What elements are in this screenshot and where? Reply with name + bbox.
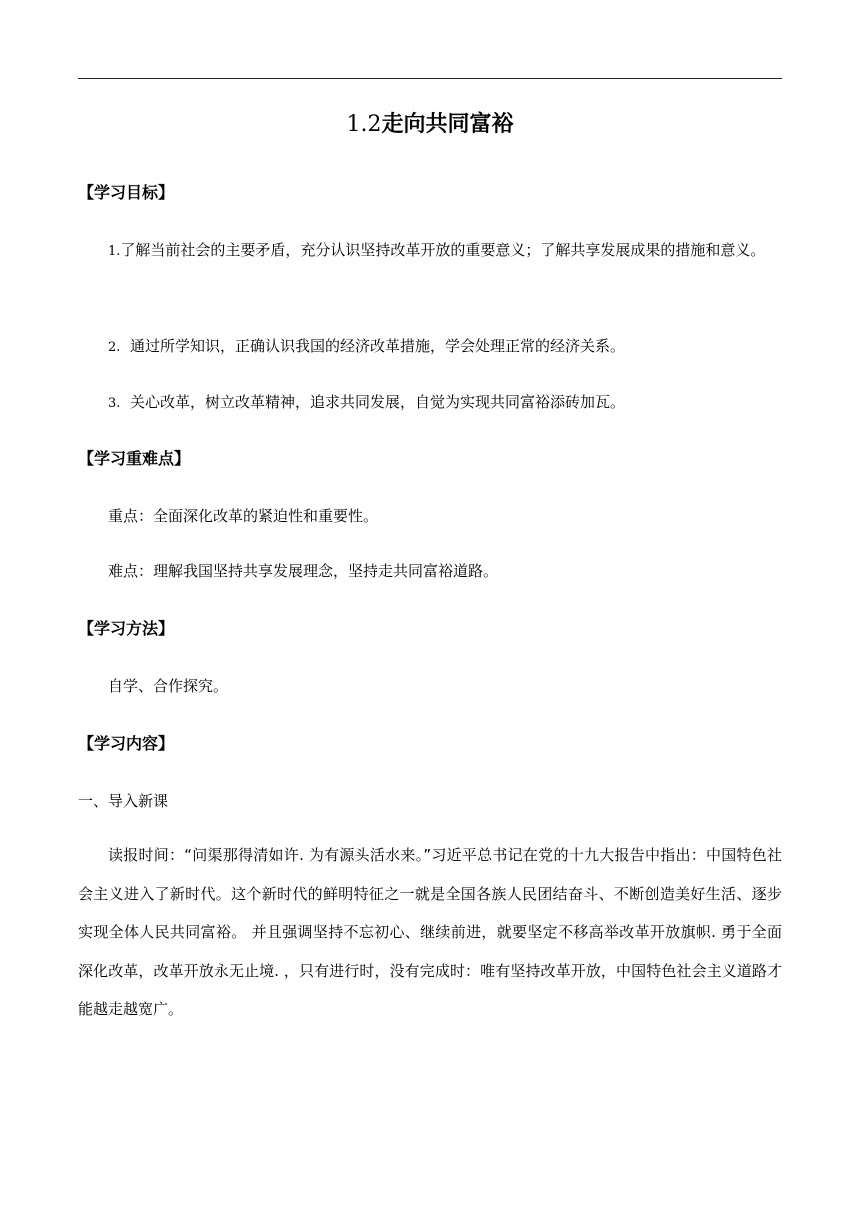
goal-3-text: 关心改革，树立改革精神，追求共同发展，自觉为实现共同富裕添砖加瓦。 — [129, 393, 625, 411]
method-text: 自学、合作探究。 — [108, 677, 229, 695]
key-points-heading: 【学习重难点】 — [78, 449, 191, 468]
goal-3-number: 3. — [108, 396, 121, 411]
goal-1 — [78, 231, 782, 272]
goals-heading: 【学习目标】 — [78, 183, 175, 202]
goal-2-text: 通过所学知识，正确认识我国的经济改革措施，学会处理正常的经济关系。 — [129, 337, 625, 355]
goal-3 — [78, 389, 782, 417]
intro-heading: 一、导入新课 — [78, 792, 169, 810]
method-heading: 【学习方法】 — [78, 619, 175, 638]
hard-point: 难点：理解我国坚持共享发展理念，坚持走共同富裕道路。 — [108, 562, 499, 580]
content-heading: 【学习内容】 — [78, 734, 175, 753]
document-title — [78, 109, 782, 141]
goal-2 — [78, 333, 782, 361]
goal-2-number: 2. — [108, 340, 121, 355]
title-number: 1.2 — [346, 112, 382, 137]
goal-1-text: 了解当前社会的主要矛盾，充分认识坚持改革开放的重要意义；了解共享发展成果的措施和意义。 — [120, 241, 766, 259]
header-rule — [78, 78, 782, 79]
key-point: 重点：全面深化改革的紧迫性和重要性。 — [108, 507, 379, 525]
title-text: 走向共同富裕 — [381, 112, 514, 137]
intro-paragraph: 读报时间：“问渠那得清如许. 为有源头活水来。”习近平总书记在党的十九大报告中指出：中国特色社会主义进入了新时代。这个新时代的鲜明特征之一就是全国各族人民团结奋斗、不断创造美好生活、逐步实现全体人民共同富裕。 并且强调坚持不忘初心、继续前进，就要坚定不移高举改革开放旗帜. 勇于全面深化改革，改革开放永无止境. ，只有进行时，没有完成时：唯有坚持改革开放，中国特色社会主义道路才能越走越宽广。 — [78, 846, 782, 1018]
goal-1-number: 1. — [108, 244, 121, 259]
